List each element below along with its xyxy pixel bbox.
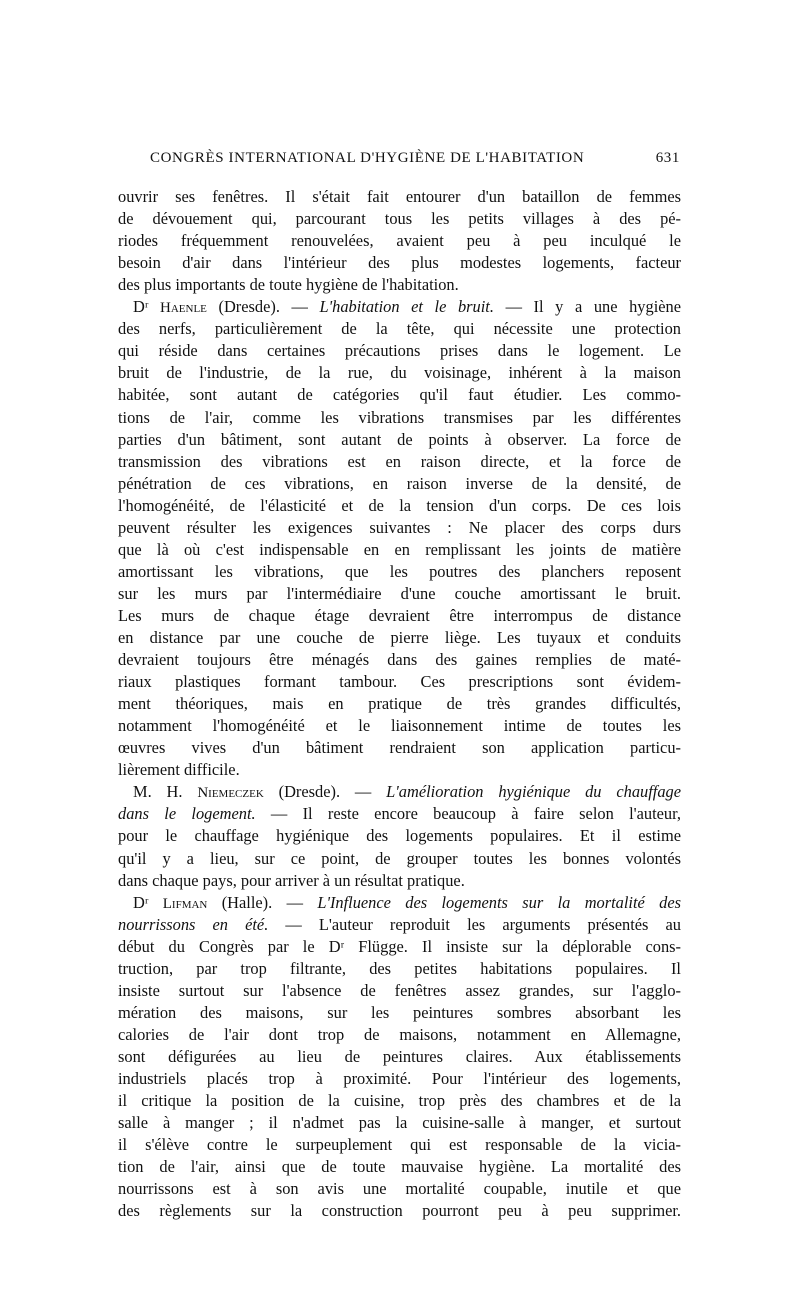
text-line — [133, 892, 681, 914]
text-line — [133, 781, 681, 803]
text-segment: (Dresde). — — [206, 297, 320, 317]
text-segment: Dʳ — [133, 297, 160, 317]
text-segment: de dévouement qui, parcourant tous les petits villages à des pé- — [118, 209, 681, 229]
text-segment: riaux plastiques formant tambour. Ces prescriptions sont évidem- — [118, 672, 681, 692]
text-line — [118, 318, 681, 340]
text-segment: dans le logement. — [118, 804, 256, 824]
text-segment: pénétration de ces vibrations, en raison inverse de la densité, de — [118, 473, 681, 493]
text-segment: lièrement difficile. — [118, 760, 240, 780]
text-segment: l'homogénéité, de l'élasticité et de la tension d'un corps. De ces lois — [118, 495, 681, 515]
text-line — [118, 1024, 681, 1046]
running-header — [150, 150, 680, 174]
page-number: 631 — [655, 150, 680, 166]
text-line — [118, 473, 681, 495]
text-line — [118, 671, 681, 693]
text-line — [118, 649, 681, 671]
text-segment: bruit de l'industrie, de la rue, du voisinage, inhérent à la maison — [118, 363, 681, 383]
text-line — [118, 583, 681, 605]
text-line — [118, 870, 681, 892]
text-segment: besoin d'air dans l'intérieur des plus modestes logements, facteur — [118, 253, 681, 273]
text-segment: riodes fréquemment renouvelées, avaient peu à peu inculqué le — [118, 231, 681, 251]
text-segment: insiste surtout sur l'absence de fenêtres assez grandes, sur l'agglo- — [118, 980, 681, 1000]
text-segment: sont défigurées au lieu de peintures claires. Aux établissements — [118, 1046, 681, 1066]
text-segment: des règlements sur la construction pourront peu à peu supprimer. — [118, 1201, 681, 1221]
text-segment: peuvent résulter les exigences suivantes : Ne placer des corps durs — [118, 517, 681, 537]
text-segment: L'Influence des logements sur la mortalité des — [317, 892, 681, 912]
text-segment: en distance par une couche de pierre liège. Les tuyaux et conduits — [118, 628, 681, 647]
text-segment: ouvrir ses fenêtres. Il s'était fait entourer d'un bataillon de femmes — [118, 187, 681, 206]
text-segment: que là où c'est indispensable en en remplissant les joints de matière — [118, 539, 681, 559]
text-line — [118, 1046, 681, 1068]
text-line — [118, 252, 681, 274]
text-line — [118, 451, 681, 473]
text-segment: mération des maisons, sur les peintures sombres absorbant les — [118, 1002, 681, 1022]
text-segment: pour le chauffage hygiénique des logements populaires. Et il estime — [118, 826, 681, 846]
text-line — [118, 384, 681, 406]
text-line — [118, 429, 681, 451]
text-segment: il critique la position de la cuisine, trop près des chambres et de la — [118, 1091, 681, 1111]
text-line — [118, 340, 681, 362]
text-line — [118, 1002, 681, 1024]
text-segment: Lifman — [162, 895, 208, 912]
text-segment: Niemeczek — [197, 785, 264, 802]
text-line — [118, 759, 681, 781]
text-line — [118, 693, 681, 715]
text-line — [118, 1134, 681, 1156]
text-segment: L'habitation et le bruit. — [319, 297, 494, 317]
text-segment: œuvres vives d'un bâtiment rendraient son application particu- — [118, 738, 681, 758]
text-line — [118, 1200, 681, 1222]
text-segment: des plus importants de toute hygiène de l'habitation. — [118, 275, 459, 295]
text-line — [118, 936, 681, 958]
text-line — [118, 1178, 681, 1200]
text-line — [118, 1112, 681, 1134]
text-line — [118, 1090, 681, 1112]
text-segment: L'amélioration hygiénique du chauffage — [386, 782, 681, 802]
text-segment: notamment l'homogénéité et le liaisonnement intime de toutes les — [118, 716, 681, 736]
text-line — [118, 407, 681, 429]
text-line — [118, 914, 681, 936]
text-segment: Dʳ — [133, 892, 163, 912]
text-segment: habitée, sont autant de catégories qu'il faut étudier. Les commo- — [118, 385, 681, 405]
text-segment: (Dresde). — — [263, 782, 387, 802]
text-line — [118, 1156, 681, 1178]
text-segment: nourrissons est à son avis une mortalité coupable, inutile et que — [118, 1179, 681, 1199]
text-segment: tions de l'air, comme les vibrations transmises par les différentes — [118, 407, 681, 427]
text-line — [118, 958, 681, 980]
text-segment: devraient toujours être ménagés dans des gaines remplies de maté- — [118, 650, 681, 670]
text-line — [118, 539, 681, 561]
text-segment: M. H. — [133, 782, 198, 802]
text-segment: tion de l'air, ainsi que de toute mauvaise hygiène. La mortalité des — [118, 1157, 681, 1177]
text-line — [118, 980, 681, 1002]
text-segment: nourrissons en été. — [118, 914, 269, 934]
text-segment: amortissant les vibrations, que les poutres des planchers reposent — [118, 561, 681, 581]
text-line — [118, 715, 681, 737]
text-line — [118, 561, 681, 583]
text-segment: salle à manger ; il n'admet pas la cuisine-salle à manger, et surtout — [118, 1113, 681, 1133]
text-segment: (Halle). — — [207, 892, 318, 912]
text-segment: — Il reste encore beaucoup à faire selon l'auteur, — [255, 804, 681, 824]
text-line — [118, 274, 681, 296]
text-segment: Haenle — [160, 300, 207, 317]
text-line — [118, 825, 681, 847]
text-segment: dans chaque pays, pour arriver à un résultat pratique. — [118, 870, 465, 890]
text-segment: qui réside dans certaines précautions prises dans le logement. Le — [118, 341, 681, 361]
text-segment: ment théoriques, mais en pratique de très grandes difficultés, — [118, 694, 681, 714]
text-segment: des nerfs, particulièrement de la tête, qui nécessite une protection — [118, 319, 681, 339]
text-line — [118, 803, 681, 825]
text-segment: sur les murs par l'intermédiaire d'une couche amortissant le bruit. — [118, 583, 681, 603]
text-line — [118, 605, 681, 627]
text-line — [118, 737, 681, 759]
text-segment: début du Congrès par le Dʳ Flügge. Il insiste sur la déplorable cons- — [118, 936, 681, 956]
text-segment: — Il y a une hygiène — [493, 297, 681, 317]
text-line — [118, 362, 681, 384]
text-line — [118, 517, 681, 539]
text-line — [118, 848, 681, 870]
text-segment: truction, par trop filtrante, des petites habitations populaires. Il — [118, 958, 681, 978]
text-line — [118, 1068, 681, 1090]
text-line — [118, 208, 681, 230]
text-segment: — L'auteur reproduit les arguments présentés au — [268, 914, 681, 934]
text-segment: qu'il y a lieu, sur ce point, de grouper toutes les bonnes volontés — [118, 848, 681, 868]
text-segment: il s'élève contre le surpeuplement qui est responsable de la vicia- — [118, 1135, 681, 1155]
text-segment: transmission des vibrations est en raison directe, et la force de — [118, 451, 681, 471]
running-title: CONGRÈS INTERNATIONAL D'HYGIÈNE DE L'HABITATION — [150, 150, 585, 166]
text-line — [118, 495, 681, 517]
text-segment: industriels placés trop à proximité. Pour l'intérieur des logements, — [118, 1069, 681, 1088]
text-line — [118, 230, 681, 252]
text-line — [133, 296, 681, 318]
text-line — [118, 186, 681, 208]
text-line — [118, 627, 681, 649]
text-segment: parties d'un bâtiment, sont autant de points à observer. La force de — [118, 429, 681, 449]
text-segment: calories de l'air dont trop de maisons, notamment en Allemagne, — [118, 1024, 681, 1044]
text-segment: Les murs de chaque étage devraient être interrompus de distance — [118, 605, 681, 625]
